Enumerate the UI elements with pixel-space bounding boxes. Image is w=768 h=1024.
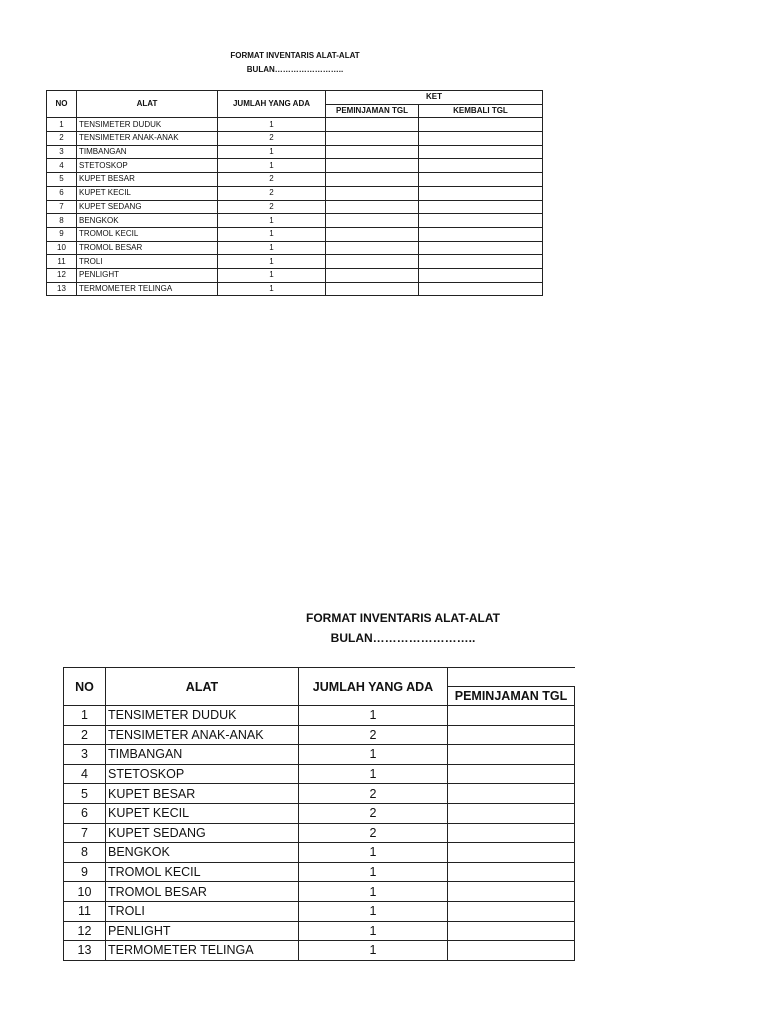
- row-peminjaman-cell: [448, 784, 575, 804]
- row-peminjaman-cell: [448, 921, 575, 941]
- table-row: [47, 268, 543, 282]
- row-no-cell: 3: [47, 145, 77, 159]
- row-peminjaman-cell: [326, 173, 419, 187]
- row-no-cell: 2: [64, 725, 106, 745]
- row-alat-cell: TENSIMETER ANAK-ANAK: [106, 725, 299, 745]
- row-alat-cell: TROMOL KECIL: [106, 862, 299, 882]
- document-subtitle: BULAN……………………..: [330, 631, 476, 645]
- row-jumlah-cell: 1: [299, 921, 448, 941]
- header-jumlah: JUMLAH YANG ADA: [299, 668, 448, 706]
- table-row: [47, 200, 543, 214]
- row-alat-cell: KUPET KECIL: [77, 186, 218, 200]
- row-peminjaman-cell: [448, 803, 575, 823]
- row-no-cell: 13: [64, 941, 106, 961]
- row-alat-cell: TERMOMETER TELINGA: [77, 282, 218, 296]
- row-kembali-cell: [419, 282, 543, 296]
- row-peminjaman-cell: [326, 118, 419, 132]
- row-kembali-cell: [419, 118, 543, 132]
- row-no-cell: 6: [47, 186, 77, 200]
- row-peminjaman-cell: [448, 901, 575, 921]
- row-jumlah-cell: 1: [218, 282, 326, 296]
- row-jumlah-cell: 1: [218, 214, 326, 228]
- table-row: [64, 901, 575, 921]
- row-alat-cell: TROMOL KECIL: [77, 227, 218, 241]
- row-alat-cell: TENSIMETER DUDUK: [77, 118, 218, 132]
- row-jumlah-cell: 2: [218, 173, 326, 187]
- table-row: [64, 823, 575, 843]
- row-no-cell: 12: [47, 268, 77, 282]
- row-jumlah-cell: 1: [218, 255, 326, 269]
- table-row: [47, 118, 543, 132]
- row-kembali-cell: [419, 200, 543, 214]
- row-jumlah-cell: 1: [218, 159, 326, 173]
- header-no: NO: [47, 91, 77, 118]
- table-body: [64, 706, 575, 961]
- table-body: [47, 118, 543, 296]
- table-row: [47, 186, 543, 200]
- header-alat: ALAT: [106, 668, 299, 706]
- row-peminjaman-cell: [326, 159, 419, 173]
- row-alat-cell: TROLI: [77, 255, 218, 269]
- table-row: [64, 706, 575, 726]
- header-ket-partial: [448, 668, 575, 687]
- table-row: [47, 241, 543, 255]
- header-peminjaman: PEMINJAMAN TGL: [448, 687, 575, 706]
- row-jumlah-cell: 2: [299, 823, 448, 843]
- header-peminjaman: PEMINJAMAN TGL: [326, 104, 419, 118]
- table-row: [47, 255, 543, 269]
- table-row: [64, 921, 575, 941]
- row-alat-cell: KUPET BESAR: [106, 784, 299, 804]
- row-alat-cell: TENSIMETER DUDUK: [106, 706, 299, 726]
- header-kembali: KEMBALI TGL: [419, 104, 543, 118]
- row-peminjaman-cell: [448, 843, 575, 863]
- row-kembali-cell: [419, 214, 543, 228]
- row-no-cell: 9: [47, 227, 77, 241]
- row-jumlah-cell: 1: [299, 843, 448, 863]
- row-peminjaman-cell: [326, 214, 419, 228]
- row-jumlah-cell: 2: [218, 186, 326, 200]
- row-jumlah-cell: 1: [299, 745, 448, 765]
- table-row: [64, 941, 575, 961]
- row-jumlah-cell: 1: [218, 227, 326, 241]
- row-peminjaman-cell: [448, 941, 575, 961]
- row-jumlah-cell: 1: [218, 268, 326, 282]
- row-kembali-cell: [419, 159, 543, 173]
- row-jumlah-cell: 2: [299, 784, 448, 804]
- row-no-cell: 9: [64, 862, 106, 882]
- row-no-cell: 8: [64, 843, 106, 863]
- header-alat: ALAT: [77, 91, 218, 118]
- row-alat-cell: BENGKOK: [77, 214, 218, 228]
- row-alat-cell: TROMOL BESAR: [106, 882, 299, 902]
- row-jumlah-cell: 2: [218, 200, 326, 214]
- row-peminjaman-cell: [326, 268, 419, 282]
- row-jumlah-cell: 1: [299, 706, 448, 726]
- row-alat-cell: KUPET SEDANG: [106, 823, 299, 843]
- row-peminjaman-cell: [326, 241, 419, 255]
- header-jumlah: JUMLAH YANG ADA: [218, 91, 326, 118]
- table-row: [47, 282, 543, 296]
- row-kembali-cell: [419, 132, 543, 146]
- table-row: [47, 214, 543, 228]
- table-row: [64, 862, 575, 882]
- row-alat-cell: KUPET BESAR: [77, 173, 218, 187]
- row-kembali-cell: [419, 173, 543, 187]
- row-jumlah-cell: 1: [299, 941, 448, 961]
- table-row: [64, 882, 575, 902]
- row-alat-cell: KUPET SEDANG: [77, 200, 218, 214]
- row-no-cell: 6: [64, 803, 106, 823]
- row-peminjaman-cell: [448, 764, 575, 784]
- row-jumlah-cell: 1: [299, 882, 448, 902]
- document-title: FORMAT INVENTARIS ALAT-ALAT: [306, 611, 500, 625]
- header-no: NO: [64, 668, 106, 706]
- row-alat-cell: TENSIMETER ANAK-ANAK: [77, 132, 218, 146]
- row-alat-cell: STETOSKOP: [77, 159, 218, 173]
- row-peminjaman-cell: [448, 725, 575, 745]
- row-peminjaman-cell: [448, 745, 575, 765]
- row-no-cell: 10: [64, 882, 106, 902]
- row-no-cell: 4: [64, 764, 106, 784]
- table-row: [47, 145, 543, 159]
- row-peminjaman-cell: [448, 706, 575, 726]
- row-jumlah-cell: 2: [299, 803, 448, 823]
- row-kembali-cell: [419, 255, 543, 269]
- document-title: FORMAT INVENTARIS ALAT-ALAT: [230, 51, 360, 60]
- row-no-cell: 4: [47, 159, 77, 173]
- row-peminjaman-cell: [326, 200, 419, 214]
- row-alat-cell: TROMOL BESAR: [77, 241, 218, 255]
- row-no-cell: 7: [64, 823, 106, 843]
- row-no-cell: 2: [47, 132, 77, 146]
- row-jumlah-cell: 1: [218, 241, 326, 255]
- row-alat-cell: PENLIGHT: [77, 268, 218, 282]
- row-jumlah-cell: 1: [299, 901, 448, 921]
- row-no-cell: 5: [64, 784, 106, 804]
- table-row: [64, 764, 575, 784]
- row-peminjaman-cell: [448, 862, 575, 882]
- row-peminjaman-cell: [326, 145, 419, 159]
- row-no-cell: 1: [47, 118, 77, 132]
- row-alat-cell: TIMBANGAN: [106, 745, 299, 765]
- row-kembali-cell: [419, 227, 543, 241]
- table-row: [64, 803, 575, 823]
- row-peminjaman-cell: [326, 227, 419, 241]
- inventory-table: [63, 667, 575, 961]
- row-no-cell: 5: [47, 173, 77, 187]
- document-subtitle: BULAN……………………..: [246, 65, 344, 74]
- row-alat-cell: BENGKOK: [106, 843, 299, 863]
- row-jumlah-cell: 2: [299, 725, 448, 745]
- row-jumlah-cell: 1: [218, 145, 326, 159]
- table-row: [47, 227, 543, 241]
- table-row: [64, 725, 575, 745]
- header-ket: KET: [326, 91, 543, 105]
- row-jumlah-cell: 1: [299, 764, 448, 784]
- row-kembali-cell: [419, 241, 543, 255]
- row-kembali-cell: [419, 186, 543, 200]
- row-no-cell: 8: [47, 214, 77, 228]
- table-row: [64, 784, 575, 804]
- table-row: [64, 843, 575, 863]
- row-alat-cell: TROLI: [106, 901, 299, 921]
- row-jumlah-cell: 1: [299, 862, 448, 882]
- row-no-cell: 13: [47, 282, 77, 296]
- row-peminjaman-cell: [326, 132, 419, 146]
- table-row: [64, 745, 575, 765]
- row-peminjaman-cell: [326, 255, 419, 269]
- row-kembali-cell: [419, 268, 543, 282]
- row-no-cell: 1: [64, 706, 106, 726]
- row-jumlah-cell: 2: [218, 132, 326, 146]
- row-alat-cell: KUPET KECIL: [106, 803, 299, 823]
- row-peminjaman-cell: [448, 823, 575, 843]
- row-no-cell: 11: [47, 255, 77, 269]
- row-alat-cell: TIMBANGAN: [77, 145, 218, 159]
- row-kembali-cell: [419, 145, 543, 159]
- row-no-cell: 11: [64, 901, 106, 921]
- row-no-cell: 12: [64, 921, 106, 941]
- row-jumlah-cell: 1: [218, 118, 326, 132]
- row-alat-cell: TERMOMETER TELINGA: [106, 941, 299, 961]
- row-peminjaman-cell: [326, 186, 419, 200]
- table-row: [47, 159, 543, 173]
- table-row: [47, 132, 543, 146]
- row-alat-cell: PENLIGHT: [106, 921, 299, 941]
- table-row: [47, 173, 543, 187]
- row-no-cell: 3: [64, 745, 106, 765]
- inventory-table: [46, 90, 543, 296]
- row-peminjaman-cell: [448, 882, 575, 902]
- row-no-cell: 10: [47, 241, 77, 255]
- row-peminjaman-cell: [326, 282, 419, 296]
- row-no-cell: 7: [47, 200, 77, 214]
- row-alat-cell: STETOSKOP: [106, 764, 299, 784]
